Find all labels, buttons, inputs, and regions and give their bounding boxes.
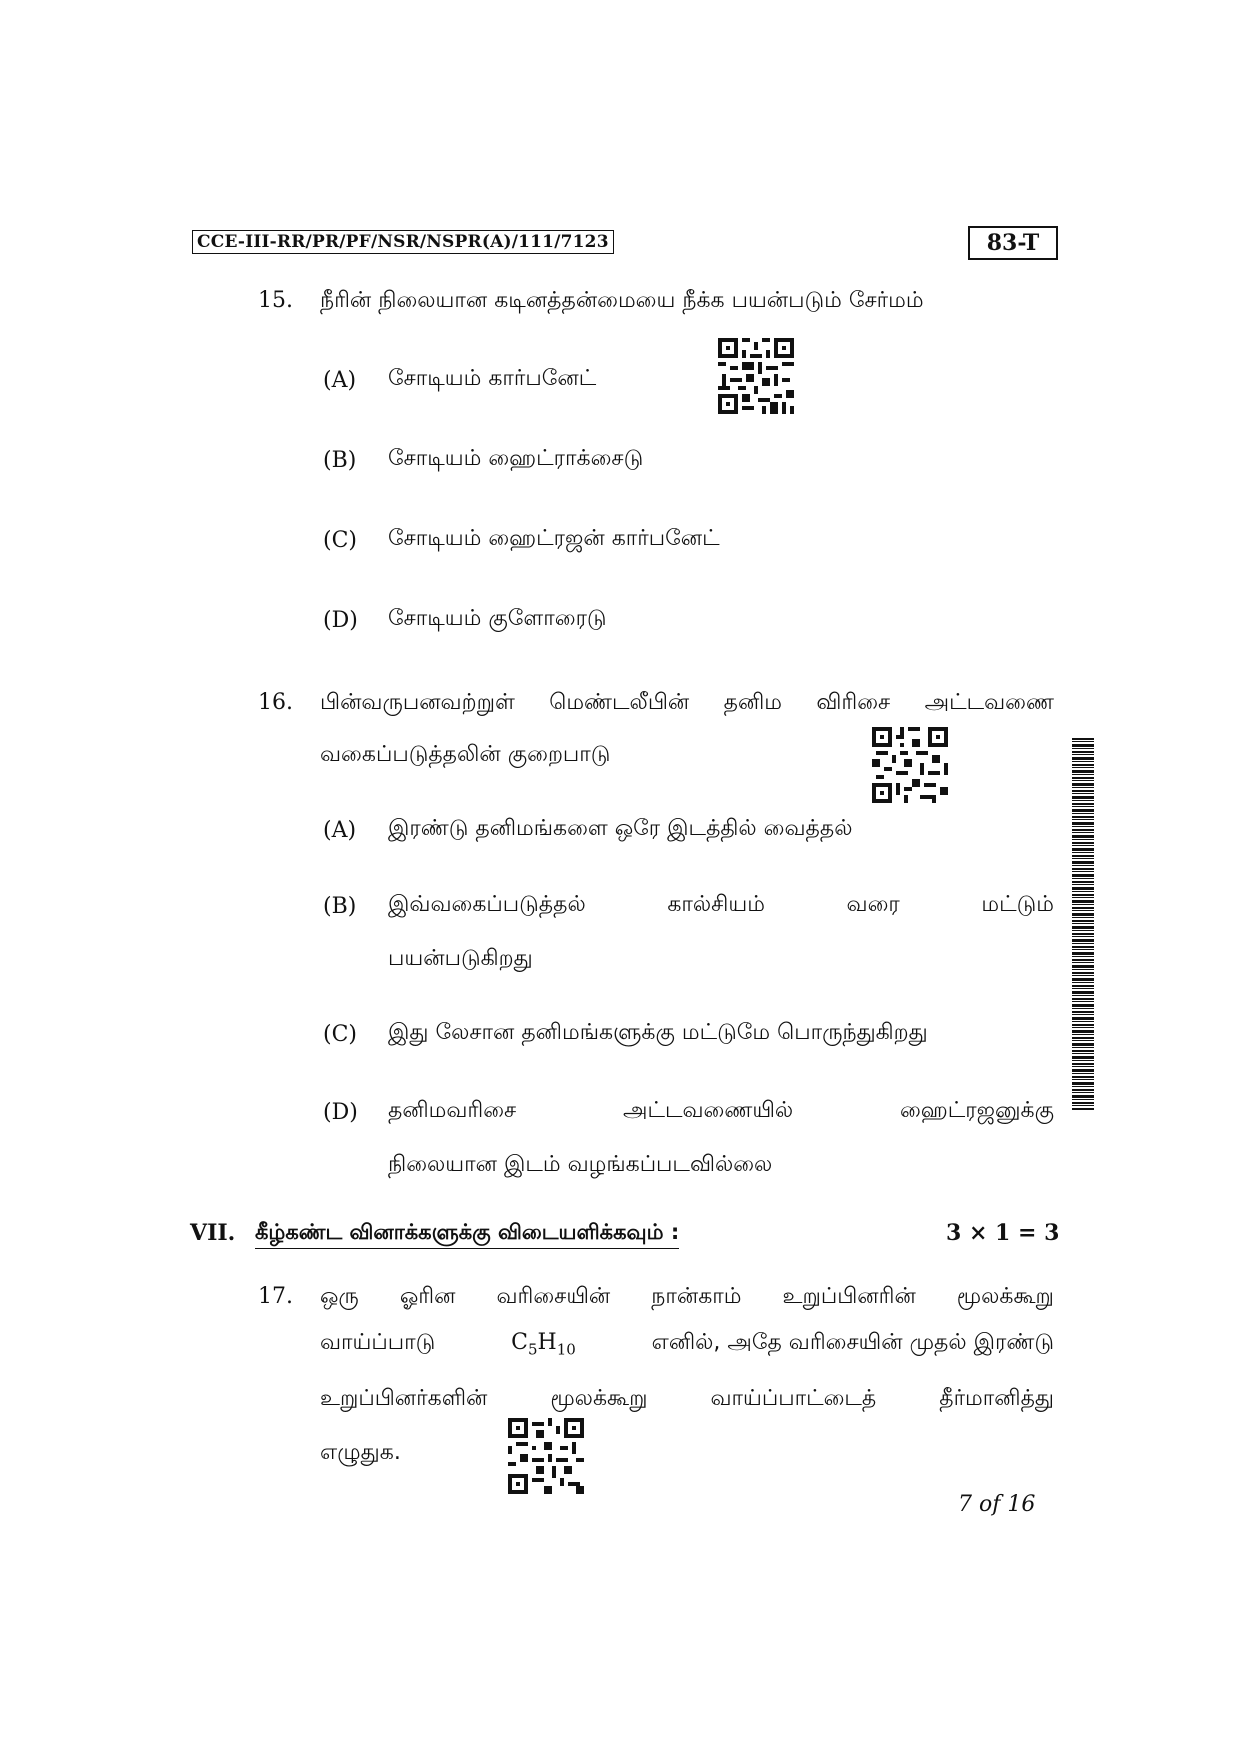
section-number: VII. [190,1220,236,1246]
q15-option-c-text: சோடியம் ஹைட்ரஜன் கார்பனேட் [388,526,720,551]
q17-number: 17. [258,1284,293,1309]
q17-line2-post: எனில், அதே வரிசையின் முதல் இரண்டு [651,1330,1054,1355]
q17-word: தீர்மானித்து [939,1386,1054,1411]
q16-option-c-label: (C) [323,1022,357,1047]
q16-option-b-word: மட்டும் [981,892,1054,917]
q15-option-a-text: சோடியம் கார்பனேட் [388,366,597,391]
q17-word: மூலக்கூறு [550,1386,648,1411]
paper-code: 83-T [968,226,1058,260]
q17-formula: $C_5H_{10}$ [511,1330,576,1359]
q17-word: ஒரு [320,1284,359,1309]
q16-option-b-line2: பயன்படுகிறது [388,946,533,971]
q16-option-b-word: வரை [846,892,900,917]
q15-text: நீரின் நிலையான கடினத்தன்மையை நீக்க பயன்படும் சேர்மம் [320,288,924,313]
q16-text-line1 [320,690,1054,718]
q16-option-d-line1 [388,1098,1054,1126]
q17-word: ஓரின [399,1284,456,1309]
q16-option-b-word: கால்சியம் [667,892,765,917]
q16-option-d-line2: நிலையான இடம் வழங்கப்படவில்லை [388,1152,773,1177]
q17-word: உறுப்பினரின் [782,1284,916,1309]
page-number: 7 of 16 [958,1492,1036,1517]
section-marks: 3 × 1 = 3 [946,1220,1060,1246]
q17-line2-pre: வாய்ப்பாடு [320,1330,436,1355]
q16-word: அட்டவணை [924,690,1054,715]
q16-number: 16. [258,690,293,715]
q16-option-d-word: அட்டவணையில் [623,1098,794,1123]
q17-text-line3 [320,1386,1054,1414]
q17-text-line1 [320,1284,1054,1312]
q17-word: வரிசையின் [496,1284,611,1309]
barcode [1072,738,1094,1110]
qr-code-icon [508,1418,584,1494]
q17-word: நான்காம் [651,1284,742,1309]
q16-word: பின்வருபனவற்றுள் [320,690,515,715]
section-title: கீழ்கண்ட வினாக்களுக்கு விடையளிக்கவும் : [255,1220,679,1249]
q15-option-b-label: (B) [323,448,357,473]
q15-option-a-label: (A) [323,368,357,393]
q17-text-line4: எழுதுக. [320,1440,401,1465]
q17-text-line2 [320,1330,1054,1358]
exam-code: CCE-III-RR/PR/PF/NSR/NSPR(A)/111/7123 [192,230,614,254]
q15-option-b-text: சோடியம் ஹைட்ராக்சைடு [388,446,644,471]
q16-option-c-text: இது லேசான தனிமங்களுக்கு மட்டுமே பொருந்துகிறது [388,1020,928,1045]
q16-option-d-word: ஹைட்ரஜனுக்கு [899,1098,1054,1123]
q16-option-a-label: (A) [323,818,357,843]
q16-option-b-word: இவ்வகைப்படுத்தல் [388,892,586,917]
q17-word: உறுப்பினர்களின் [320,1386,488,1411]
q17-word: வாய்ப்பாட்டைத் [710,1386,877,1411]
q16-text-line2: வகைப்படுத்தலின் குறைபாடு [320,742,611,767]
q16-option-d-label: (D) [323,1100,358,1125]
q15-option-d-text: சோடியம் குளோரைடு [388,606,607,631]
q15-number: 15. [258,288,293,313]
q16-word: தனிம [723,690,782,715]
qr-code-icon [872,727,948,803]
q15-option-c-label: (C) [323,528,357,553]
q15-option-d-label: (D) [323,608,358,633]
q16-word: மெண்டலீபின் [549,690,690,715]
q16-option-b-line1 [388,892,1054,920]
q16-option-b-label: (B) [323,894,357,919]
q16-word: விரிசை [816,690,891,715]
q17-word: மூலக்கூறு [956,1284,1054,1309]
q16-option-d-word: தனிமவரிசை [388,1098,517,1123]
qr-code-icon [718,338,794,414]
q16-option-a-text: இரண்டு தனிமங்களை ஒரே இடத்தில் வைத்தல் [388,816,853,841]
